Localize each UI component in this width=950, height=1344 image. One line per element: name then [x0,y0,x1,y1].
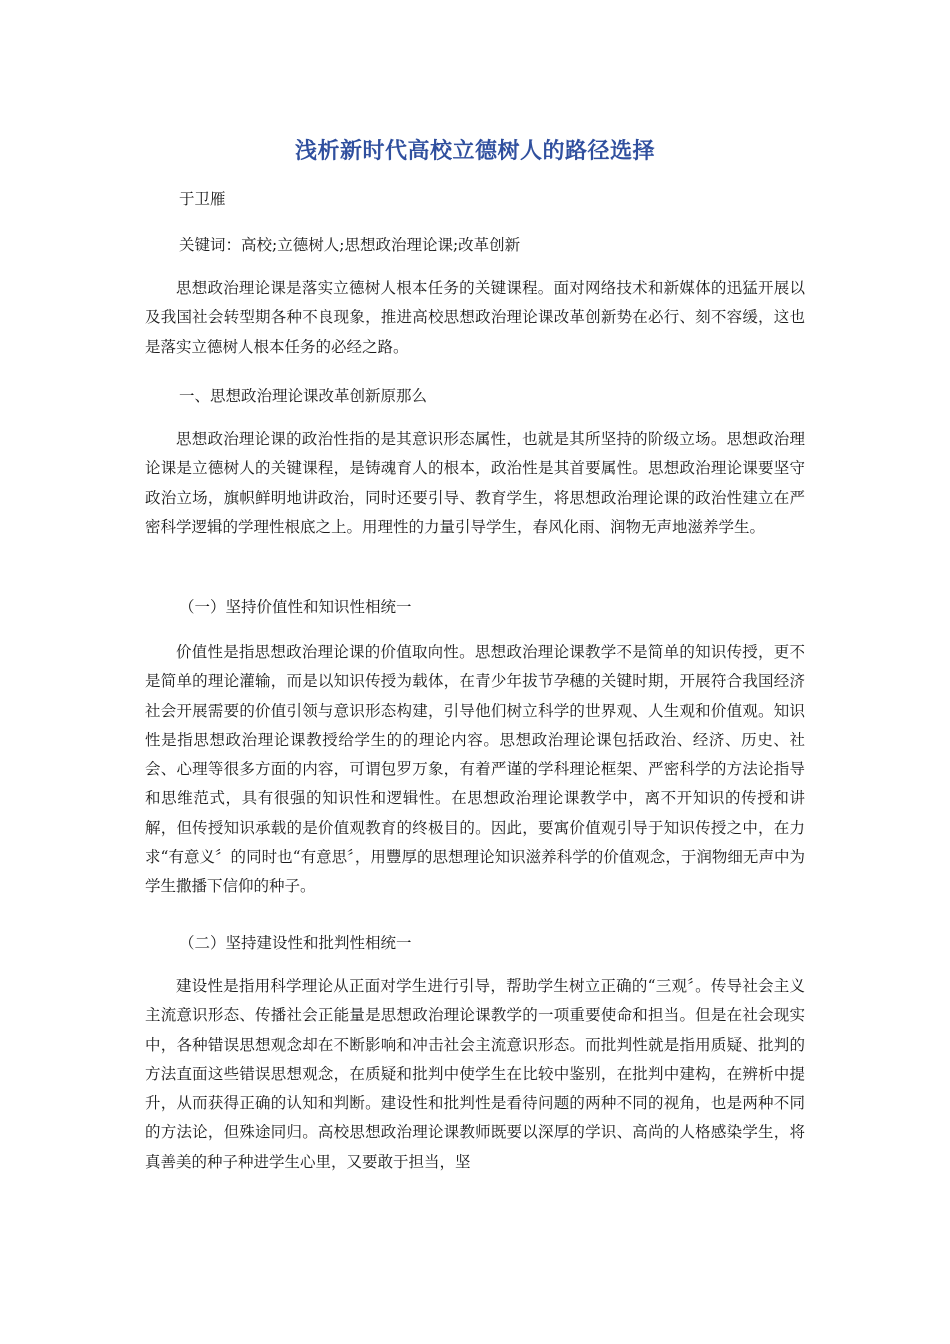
author-name: 于卫雁 [179,190,226,208]
section-1-paragraph: 思想政治理论课的政治性指的是其意识形态属性，也就是其所坚持的阶级立场。思想政治理论课是立德树人的关键课程，是铸魂育人的根本，政治性是其首要属性。思想政治理论课要坚守政治立场，旗帜鲜明地讲政治，同时还要引导、教育学生，将思想政治理论课的政治性建立在严密科学逻辑的学理性根底之上。用理性的力量引导学生，春风化雨、润物无声地滋养学生。 [145,430,805,536]
intro-paragraph: 思想政治理论课是落实立德树人根本任务的关键课程。面对网络技术和新媒体的迅猛开展以及我国社会转型期各种不良现象，推进高校思想政治理论课改革创新势在必行、刻不容缓，这也是落实立德树人根本任务的必经之路。 [145,279,805,356]
subsection-2-paragraph: 建设性是指用科学理论从正面对学生进行引导，帮助学生树立正确的“三观〞。传导社会主义主流意识形态、传播社会正能量是思想政治理论课教学的一项重要使命和担当。但是在社会现实中，各种错误思想观念却在不断影响和冲击社会主流意识形态。而批判性就是指用质疑、批判的方法直面这些错误思想观念，在质疑和批判中使学生在比较中鉴别，在批判中建构，在辨析中提升，从而获得正确的认知和判断。建设性和批判性是看待问题的两种不同的视角，也是两种不同的方法论，但殊途同归。高校思想政治理论课教师既要以深厚的学识、高尚的人格感染学生，将真善美的种子种进学生心里，又要敢于担当，坚 [145,977,805,1171]
subsection-2-heading: （二）坚持建设性和批判性相统一 [179,934,412,952]
keywords-line: 关键词：高校;立德树人;思想政治理论课;改革创新 [179,236,521,254]
subsection-1-paragraph: 价值性是指思想政治理论课的价值取向性。思想政治理论课教学不是简单的知识传授，更不是简单的理论灌输，而是以知识传授为载体，在青少年拔节孕穗的关键时期，开展符合我国经济社会开展需要的价值引领与意识形态构建，引导他们树立科学的世界观、人生观和价值观。知识性是指思想政治理论课教授给学生的的理论内容。思想政治理论课包括政治、经济、历史、社会、心理等很多方面的内容，可谓包罗万象，有着严谨的学科理论框架、严密科学的方法论指导和思维范式，具有很强的知识性和逻辑性。在思想政治理论课教学中，离不开知识的传授和讲解，但传授知识承载的是价值观教育的终极目的。因此，要寓价值观引导于知识传授之中，在力求“有意义〞的同时也“有意思〞，用豐厚的思想理论知识滋养科学的价值观念，于润物细无声中为学生撒播下信仰的种子。 [145,643,805,896]
document-title: 浅析新时代高校立德树人的路径选择 [294,139,655,164]
section-1-heading: 一、思想政治理论课改革创新原那么 [179,387,428,405]
subsection-1-heading: （一）坚持价值性和知识性相统一 [179,598,412,616]
